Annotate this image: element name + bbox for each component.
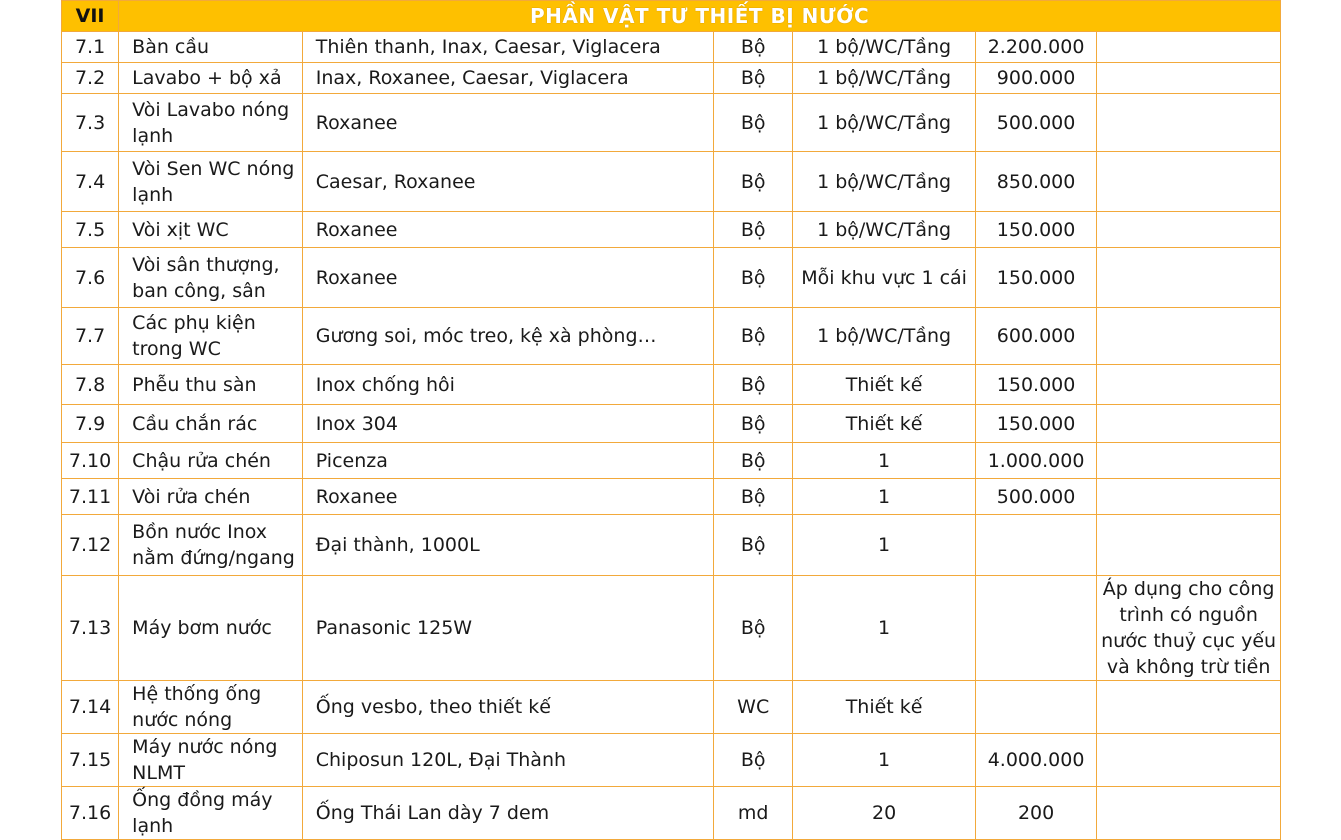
row-number: 7.10	[62, 443, 119, 479]
row-number: 7.9	[62, 405, 119, 443]
row-number: 7.8	[62, 365, 119, 405]
item-unit: Bộ	[714, 734, 793, 787]
row-number: 7.1	[62, 32, 119, 63]
item-quantity: 1 bộ/WC/Tầng	[793, 94, 976, 152]
item-quantity: 1	[793, 479, 976, 515]
item-price	[975, 576, 1096, 681]
item-unit: Bộ	[714, 152, 793, 212]
item-unit: Bộ	[714, 479, 793, 515]
item-spec: Đại thành, 1000L	[302, 515, 713, 576]
item-price: 500.000	[975, 94, 1096, 152]
item-price: 500.000	[975, 479, 1096, 515]
table-row	[62, 734, 1281, 787]
table-row	[62, 405, 1281, 443]
item-name: Các phụ kiện trong WC	[119, 308, 303, 365]
row-number: 7.14	[62, 681, 119, 734]
item-price: 150.000	[975, 405, 1096, 443]
row-number: 7.7	[62, 308, 119, 365]
table-row	[62, 576, 1281, 681]
item-note	[1097, 248, 1281, 308]
item-note	[1097, 308, 1281, 365]
table-row	[62, 248, 1281, 308]
row-number: 7.2	[62, 63, 119, 94]
section-number: VII	[62, 1, 119, 32]
item-note	[1097, 681, 1281, 734]
item-quantity: 1 bộ/WC/Tầng	[793, 63, 976, 94]
row-number: 7.6	[62, 248, 119, 308]
item-unit: Bộ	[714, 94, 793, 152]
item-spec: Panasonic 125W	[302, 576, 713, 681]
item-note	[1097, 787, 1281, 840]
item-spec: Chiposun 120L, Đại Thành	[302, 734, 713, 787]
item-spec: Caesar, Roxanee	[302, 152, 713, 212]
table-row	[62, 681, 1281, 734]
item-quantity: 1	[793, 734, 976, 787]
row-number: 7.12	[62, 515, 119, 576]
item-quantity: 20	[793, 787, 976, 840]
section-title: PHẦN VẬT TƯ THIẾT BỊ NƯỚC	[119, 1, 1281, 32]
item-unit: Bộ	[714, 405, 793, 443]
item-quantity: Mỗi khu vực 1 cái	[793, 248, 976, 308]
item-unit: Bộ	[714, 212, 793, 248]
item-quantity: 1	[793, 515, 976, 576]
item-note	[1097, 734, 1281, 787]
item-price: 900.000	[975, 63, 1096, 94]
item-name: Vòi sân thượng, ban công, sân	[119, 248, 303, 308]
item-spec: Gương soi, móc treo, kệ xà phòng…	[302, 308, 713, 365]
item-price: 4.000.000	[975, 734, 1096, 787]
table-row	[62, 365, 1281, 405]
item-price: 600.000	[975, 308, 1096, 365]
table-row	[62, 94, 1281, 152]
item-price	[975, 515, 1096, 576]
item-unit: Bộ	[714, 443, 793, 479]
item-price: 150.000	[975, 212, 1096, 248]
materials-table	[61, 0, 1281, 840]
item-unit: Bộ	[714, 63, 793, 94]
table-row	[62, 515, 1281, 576]
item-note	[1097, 32, 1281, 63]
table-row	[62, 787, 1281, 840]
table-row	[62, 212, 1281, 248]
item-name: Máy bơm nước	[119, 576, 303, 681]
item-name: Hệ thống ống nước nóng	[119, 681, 303, 734]
item-spec: Roxanee	[302, 212, 713, 248]
row-number: 7.16	[62, 787, 119, 840]
item-unit: Bộ	[714, 248, 793, 308]
item-spec: Picenza	[302, 443, 713, 479]
item-name: Vòi rửa chén	[119, 479, 303, 515]
item-name: Bồn nước Inox nằm đứng/ngang	[119, 515, 303, 576]
table-row	[62, 443, 1281, 479]
item-spec: Thiên thanh, Inax, Caesar, Viglacera	[302, 32, 713, 63]
item-quantity: Thiết kế	[793, 365, 976, 405]
table-row	[62, 32, 1281, 63]
item-quantity: 1 bộ/WC/Tầng	[793, 212, 976, 248]
item-unit: md	[714, 787, 793, 840]
item-spec: Roxanee	[302, 94, 713, 152]
row-number: 7.4	[62, 152, 119, 212]
item-note	[1097, 515, 1281, 576]
item-spec: Roxanee	[302, 248, 713, 308]
item-price: 2.200.000	[975, 32, 1096, 63]
row-number: 7.5	[62, 212, 119, 248]
row-number: 7.13	[62, 576, 119, 681]
item-spec: Ống vesbo, theo thiết kế	[302, 681, 713, 734]
item-price: 1.000.000	[975, 443, 1096, 479]
item-note: Áp dụng cho công trình có nguồn nước thuỷ cục yếu và không trừ tiền	[1097, 576, 1281, 681]
table-row	[62, 308, 1281, 365]
table-row	[62, 63, 1281, 94]
item-note	[1097, 479, 1281, 515]
item-spec: Inox chống hôi	[302, 365, 713, 405]
item-note	[1097, 152, 1281, 212]
item-unit: WC	[714, 681, 793, 734]
item-name: Bàn cầu	[119, 32, 303, 63]
item-spec: Inox 304	[302, 405, 713, 443]
item-spec: Inax, Roxanee, Caesar, Viglacera	[302, 63, 713, 94]
item-quantity: 1 bộ/WC/Tầng	[793, 308, 976, 365]
item-price: 850.000	[975, 152, 1096, 212]
item-note	[1097, 212, 1281, 248]
item-name: Vòi Sen WC nóng lạnh	[119, 152, 303, 212]
item-name: Cầu chắn rác	[119, 405, 303, 443]
item-unit: Bộ	[714, 365, 793, 405]
item-name: Phễu thu sàn	[119, 365, 303, 405]
item-note	[1097, 443, 1281, 479]
table-row	[62, 152, 1281, 212]
item-spec: Roxanee	[302, 479, 713, 515]
item-quantity: 1 bộ/WC/Tầng	[793, 32, 976, 63]
section-header-row	[62, 1, 1281, 32]
item-note	[1097, 94, 1281, 152]
row-number: 7.15	[62, 734, 119, 787]
table-row	[62, 479, 1281, 515]
item-unit: Bộ	[714, 308, 793, 365]
item-note	[1097, 365, 1281, 405]
item-quantity: 1 bộ/WC/Tầng	[793, 152, 976, 212]
item-name: Máy nước nóng NLMT	[119, 734, 303, 787]
row-number: 7.11	[62, 479, 119, 515]
item-unit: Bộ	[714, 32, 793, 63]
item-price: 150.000	[975, 248, 1096, 308]
item-name: Chậu rửa chén	[119, 443, 303, 479]
item-price	[975, 681, 1096, 734]
row-number: 7.3	[62, 94, 119, 152]
item-unit: Bộ	[714, 576, 793, 681]
item-name: Vòi xịt WC	[119, 212, 303, 248]
item-name: Vòi Lavabo nóng lạnh	[119, 94, 303, 152]
item-name: Lavabo + bộ xả	[119, 63, 303, 94]
item-quantity: 1	[793, 576, 976, 681]
item-price: 150.000	[975, 365, 1096, 405]
item-price: 200	[975, 787, 1096, 840]
item-quantity: Thiết kế	[793, 405, 976, 443]
item-note	[1097, 63, 1281, 94]
item-quantity: 1	[793, 443, 976, 479]
item-quantity: Thiết kế	[793, 681, 976, 734]
item-note	[1097, 405, 1281, 443]
item-unit: Bộ	[714, 515, 793, 576]
item-name: Ống đồng máy lạnh	[119, 787, 303, 840]
item-spec: Ống Thái Lan dày 7 dem	[302, 787, 713, 840]
